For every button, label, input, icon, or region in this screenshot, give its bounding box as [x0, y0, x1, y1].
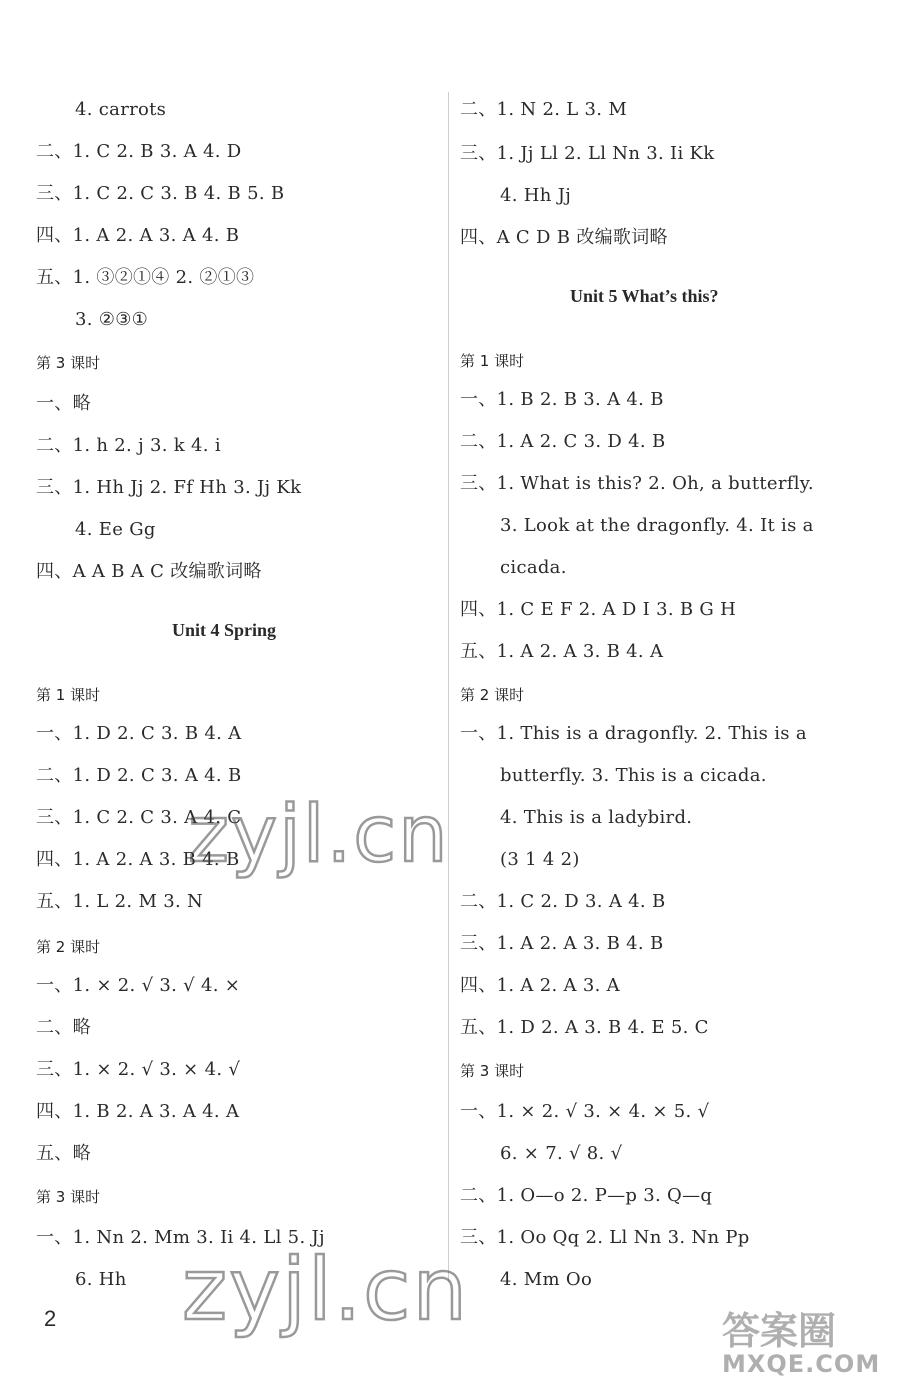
answer-line: 一、1. × 2. √ 3. × 4. × 5. √ — [460, 1101, 710, 1122]
answer-line: 4. Mm Oo — [500, 1269, 593, 1290]
answer-line: 4. Ee Gg — [75, 519, 156, 540]
answer-line: cicada. — [500, 557, 567, 578]
column-divider — [448, 92, 449, 1282]
watermark-zyjl-middle: zyjl.cn — [188, 790, 450, 880]
answer-line: 二、1. A 2. C 3. D 4. B — [460, 431, 666, 452]
answer-line: 一、1. This is a dragonfly. 2. This is a — [460, 723, 807, 744]
answer-line: 三、1. Hh Jj 2. Ff Hh 3. Jj Kk — [36, 477, 302, 498]
answer-line: 4. carrots — [75, 99, 167, 120]
answer-line: 五、1. ③②①④ 2. ②①③ — [36, 267, 255, 288]
answer-line: 一、1. × 2. √ 3. √ 4. × — [36, 975, 241, 996]
answer-line: 一、略 — [36, 393, 91, 414]
lesson-title: 第 2 课时 — [460, 686, 525, 704]
answer-line: 三、1. × 2. √ 3. × 4. √ — [36, 1059, 241, 1080]
unit-heading: Unit 4 Spring — [172, 620, 277, 640]
answer-line: 二、1. h 2. j 3. k 4. i — [36, 435, 221, 456]
answer-line: 三、1. Jj Ll 2. Ll Nn 3. Ii Kk — [460, 143, 715, 164]
answer-line: 五、1. D 2. A 3. B 4. E 5. C — [460, 1017, 709, 1038]
lesson-title: 第 3 课时 — [36, 1188, 101, 1206]
answer-line: 五、略 — [36, 1143, 91, 1164]
answer-line: 二、略 — [36, 1017, 91, 1038]
unit-heading: Unit 5 What’s this? — [570, 286, 719, 306]
answer-line: 四、1. B 2. A 3. A 4. A — [36, 1101, 240, 1122]
watermark-zyjl-bottom: zyjl.cn — [182, 1240, 469, 1340]
answer-line: 二、1. N 2. L 3. M — [460, 99, 628, 120]
answer-line: (3 1 4 2) — [500, 849, 580, 870]
answer-line: 3. ②③① — [75, 309, 149, 330]
answer-line: 一、1. B 2. B 3. A 4. B — [460, 389, 664, 410]
answer-line: 五、1. A 2. A 3. B 4. A — [460, 641, 664, 662]
answer-line: 二、1. O—o 2. P—p 3. Q—q — [460, 1185, 713, 1206]
watermark-logo-cn: 答案圈 — [722, 1309, 837, 1353]
lesson-title: 第 1 课时 — [36, 686, 101, 704]
lesson-title: 第 3 课时 — [36, 354, 101, 372]
lesson-title: 第 1 课时 — [460, 352, 525, 370]
answer-line: 3. Look at the dragonfly. 4. It is a — [500, 515, 814, 536]
answer-line: 一、1. D 2. C 3. B 4. A — [36, 723, 242, 744]
answer-line: 一、1. Nn 2. Mm 3. Ii 4. Ll 5. Jj — [36, 1227, 325, 1248]
page-number: 2 — [44, 1306, 57, 1331]
answer-line: 6. Hh — [75, 1269, 127, 1290]
answer-line: 二、1. C 2. B 3. A 4. D — [36, 141, 242, 162]
watermark-logo-en: MXQE.COM — [722, 1350, 881, 1378]
answer-line: 三、1. Oo Qq 2. Ll Nn 3. Nn Pp — [460, 1227, 750, 1248]
answer-line: 二、1. C 2. D 3. A 4. B — [460, 891, 666, 912]
lesson-title: 第 2 课时 — [36, 938, 101, 956]
answer-line: 4. Hh Jj — [500, 185, 572, 206]
answer-line: 四、1. A 2. A 3. A 4. B — [36, 225, 240, 246]
answer-line: 二、1. D 2. C 3. A 4. B — [36, 765, 242, 786]
answer-line: 四、1. C E F 2. A D I 3. B G H — [460, 599, 737, 620]
answer-line: 6. × 7. √ 8. √ — [500, 1143, 623, 1164]
answer-line: 四、A A B A C 改编歌词略 — [36, 561, 262, 582]
answer-line: 四、1. A 2. A 3. A — [460, 975, 620, 996]
answer-line: 三、1. C 2. C 3. A 4. C — [36, 807, 242, 828]
answer-line: 4. This is a ladybird. — [500, 807, 693, 828]
lesson-title: 第 3 课时 — [460, 1062, 525, 1080]
answer-line: 三、1. What is this? 2. Oh, a butterfly. — [460, 473, 814, 494]
answer-line: 三、1. A 2. A 3. B 4. B — [460, 933, 664, 954]
answer-line: 五、1. L 2. M 3. N — [36, 891, 204, 912]
answer-line: butterfly. 3. This is a cicada. — [500, 765, 767, 786]
answer-line: 三、1. C 2. C 3. B 4. B 5. B — [36, 183, 285, 204]
answer-line: 四、1. A 2. A 3. B 4. B — [36, 849, 240, 870]
answer-line: 四、A C D B 改编歌词略 — [460, 227, 668, 248]
